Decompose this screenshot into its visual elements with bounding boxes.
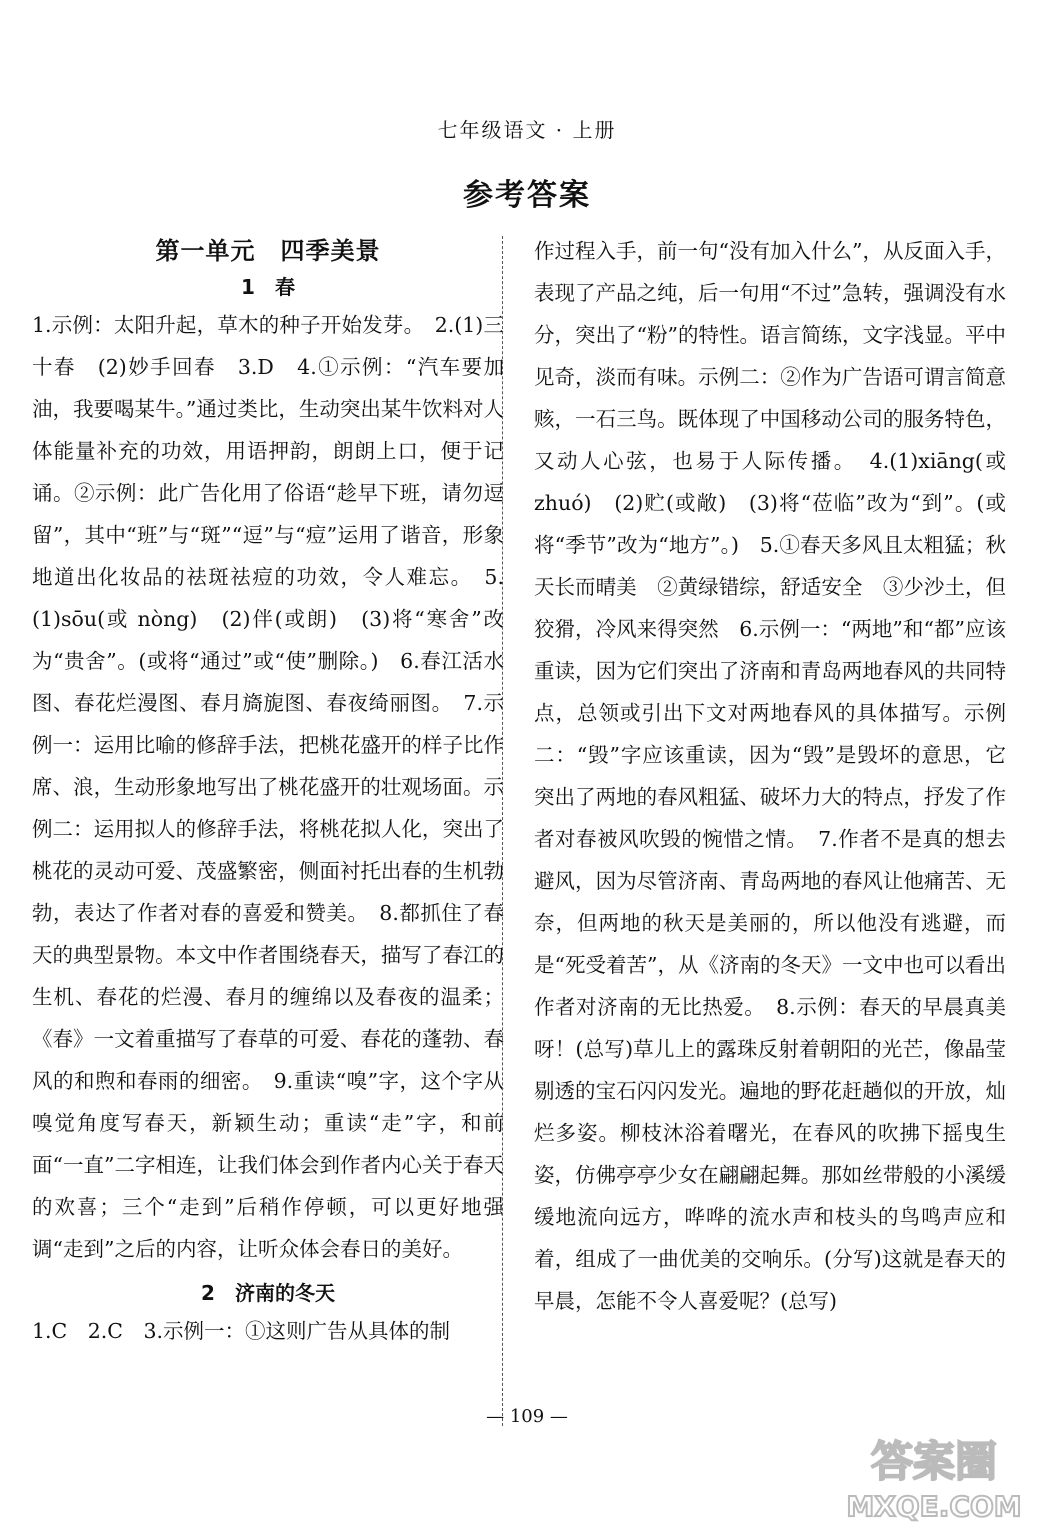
- column-divider: [502, 236, 503, 1426]
- left-column: [32, 232, 504, 1352]
- watermark-icon: [834, 1430, 1034, 1526]
- lesson-2-answers: 1.C 2.C 3.示例一：①这则广告从具体的制: [32, 1319, 451, 1343]
- watermark-text-cn: 答案圈: [870, 1437, 998, 1486]
- lesson-1-title: 1 春: [241, 275, 295, 299]
- right-column: [534, 230, 1006, 1322]
- unit-title: 第一单元 四季美景: [155, 237, 381, 265]
- watermark-logo: [834, 1430, 1034, 1526]
- book-header: 七年级语文 · 上册: [437, 118, 617, 142]
- lesson-1-answers: 1.示例：太阳升起，草木的种子开始发芽。 2.(1)三十春 (2)妙手回春 3.D 4.①示例：“汽车要加油，我要喝某牛。”通过类比，生动突出某牛饮料对人体能量补充的功效，用语押韵，朗朗上口，便于记诵。②示例：此广告化用了俗语“趁早下班，请勿逗留”，其中“班”与“斑”“逗”与“痘”运用了谐音，形象地道出化妆品的祛斑祛痘的功效，令人难忘。 5.(1)sōu(或 nòng) (2)伴(或朗) (3)将“寒舍”改为“贵舍”。(或将“通过”或“使”删除。) 6.春江活水图、春花烂漫图、春月旖旎图、春夜绮丽图。 7.示例一：运用比喻的修辞手法，把桃花盛开的样子比作席、浪，生动形象地写出了桃花盛开的壮观场面。示例二：运用拟人的修辞手法，将桃花拟人化，突出了桃花的灵动可爱、茂盛繁密，侧面衬托出春的生机勃勃，表达了作者对春的喜爱和赞美。 8.都抓住了春天的典型景物。本文中作者围绕春天，描写了春江的生机、春花的烂漫、春月的缠绵以及春夜的温柔；《春》一文着重描写了春草的可爱、春花的蓬勃、春风的和煦和春雨的细密。 9.重读“嗅”字，这个字从嗅觉角度写春天，新颖生动；重读“走”字，和前面“一直”二字相连，让我们体会到作者内心关于春天的欢喜；三个“走到”后稍作停顿，可以更好地强调“走到”之后的内容，让听众体会春日的美好。: [32, 313, 504, 1261]
- page-number: — 109 —: [486, 1406, 568, 1427]
- watermark-text-en: MXQE.COM: [846, 1490, 1022, 1523]
- lesson-2-title: 2 济南的冬天: [201, 1281, 335, 1305]
- right-column-answers: 作过程入手，前一句“没有加入什么”，从反面入手，表现了产品之纯，后一句用“不过”急转，强调没有水分，突出了“粉”的特性。语言简练，文字浅显。平中见奇，淡而有味。示例二：②作为广告语可谓言简意赅，一石三鸟。既体现了中国移动公司的服务特色，又动人心弦，也易于人际传播。 4.(1)xiāng(或 zhuó) (2)贮(或敞) (3)将“莅临”改为“到”。(或将“季节”改为“地方”。) 5.①春天多风且太粗猛；秋天长而晴美 ②黄绿错综，舒适安全 ③少沙土，但狡猾，冷风来得突然 6.示例一：“两地”和“都”应该重读，因为它们突出了济南和青岛两地春风的共同特点，总领或引出下文对两地春风的具体描写。示例二：“毁”字应该重读，因为“毁”是毁坏的意思，它突出了两地的春风粗猛、破坏力大的特点，抒发了作者对春被风吹毁的惋惜之情。 7.作者不是真的想去避风，因为尽管济南、青岛两地的春风让他痛苦、无奈，但两地的秋天是美丽的，所以他没有逃避，而是“死受着苦”，从《济南的冬天》一文中也可以看出作者对济南的无比热爱。 8.示例：春天的早晨真美呀！(总写)草儿上的露珠反射着朝阳的光芒，像晶莹剔透的宝石闪闪发光。遍地的野花赶趟似的开放，灿烂多姿。柳枝沐浴着曙光，在春风的吹拂下摇曳生姿，仿佛亭亭少女在翩翩起舞。那如丝带般的小溪缓缓地流向远方，哗哗的流水声和枝头的鸟鸣声应和着，组成了一曲优美的交响乐。(分写)这就是春天的早晨，怎能不令人喜爱呢？(总写): [534, 239, 1006, 1313]
- page-title: 参考答案: [463, 178, 591, 213]
